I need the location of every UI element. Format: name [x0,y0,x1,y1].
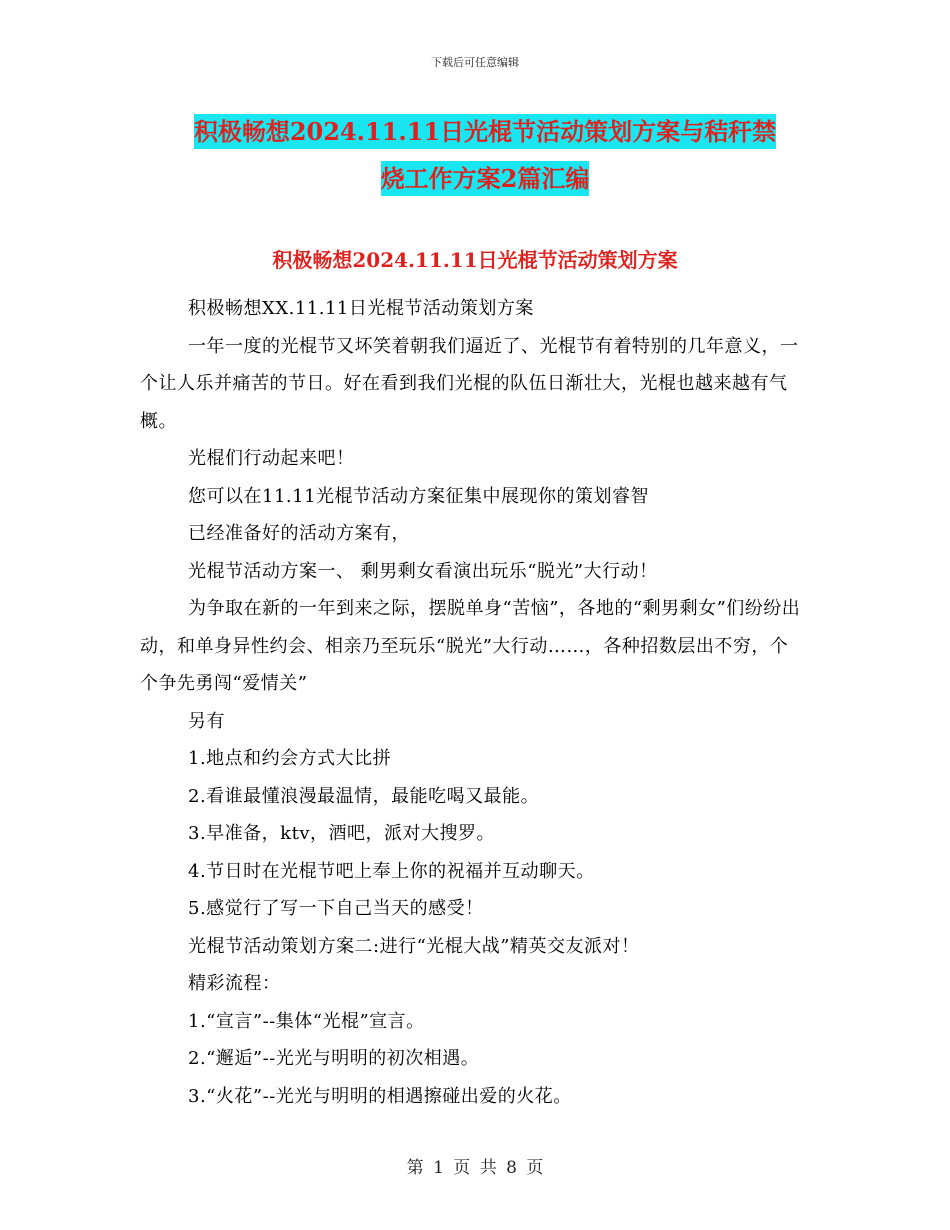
paragraph: 一年一度的光棍节又坏笑着朝我们逼近了、光棍节有着特别的几年意义，一个让人乐并痛苦的节日。好在看到我们光棍的队伍日渐壮大，光棍也越来越有气概。 [140,335,799,432]
paragraph: 您可以在11.11光棍节活动方案征集中展现你的策划睿智 [188,485,650,507]
paragraph: 积极畅想XX.11.11日光棍节活动策划方案 [188,298,534,319]
paragraph: 光棍们行动起来吧！ [188,448,355,469]
paragraph: 已经准备好的活动方案有， [188,523,410,544]
paragraph: 为争取在新的一年到来之际，摆脱单身“苦恼”，各地的“剩男剩女”们纷纷出动，和单身异性约会、相亲乃至玩乐“脱光”大行动……，各种招数层出不穷，个个争先勇闯“爱情关” [140,598,801,694]
paragraph: 精彩流程： [188,973,281,994]
section-title: 积极畅想2024.11.11日光棍节活动策划方案 [272,248,678,272]
document-body [140,290,805,1115]
list-item: 4.节日时在光棍节吧上奉上你的祝福并互动聊天。 [188,860,595,882]
list-item: 3.早准备，ktv，酒吧，派对大搜罗。 [188,823,495,844]
list-item: 1.地点和约会方式大比拼 [188,748,392,769]
document-title-line-2: 烧工作方案2篇汇编 [381,161,590,196]
list-item: 5.感觉行了写一下自己当天的感受！ [188,898,484,919]
list-item: 2.“邂逅”--光光与明明的初次相遇。 [188,1048,480,1069]
paragraph: 另有 [188,710,225,732]
list-item: 3.“火花”--光光与明明的相遇擦碰出爱的火花。 [188,1085,572,1107]
document-title-line-1: 积极畅想2024.11.11日光棍节活动策划方案与秸秆禁 [194,114,776,149]
page-header-note: 下载后可任意编辑 [431,56,519,69]
list-item: 1.“宣言”--集体“光棍”宣言。 [188,1010,425,1032]
paragraph: 光棍节活动策划方案二:进行“光棍大战”精英交友派对！ [188,935,640,957]
list-item: 2.看谁最懂浪漫最温情，最能吃喝又最能。 [188,785,540,807]
paragraph: 光棍节活动方案一、 剩男剩女看演出玩乐“脱光”大行动！ [188,560,658,582]
document-title [140,108,830,202]
page-number: 第 1 页 共 8 页 [406,1158,544,1178]
